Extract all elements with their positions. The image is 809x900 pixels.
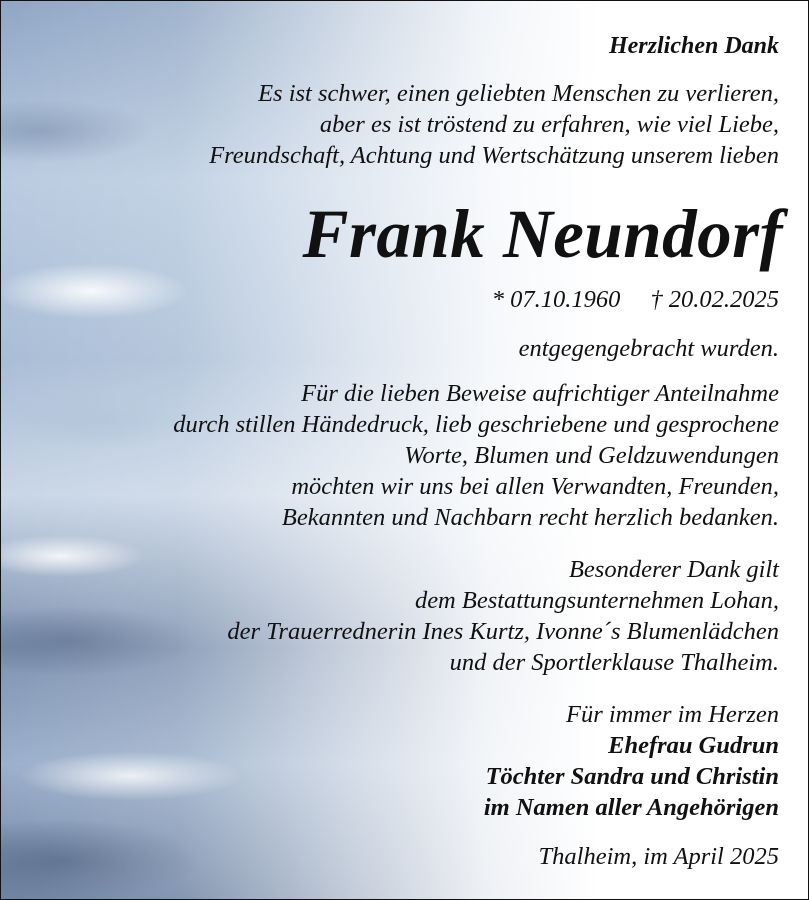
- special-thanks-line: der Trauerrednerin Ines Kurtz, Ivonne´s Blumenlädchen: [227, 618, 779, 645]
- special-thanks-line: dem Bestattungsunternehmen Lohan,: [414, 587, 779, 614]
- place-date: Thalheim, im April 2025: [538, 843, 779, 870]
- signatory-line: Töchter Sandra und Christin: [485, 763, 779, 790]
- thanks-line: Für die lieben Beweise aufrichtiger Anteilnahme: [301, 380, 779, 407]
- intro-paragraph: [209, 78, 779, 171]
- thanks-line: durch stillen Händedruck, lieb geschriebene und gesprochene: [173, 411, 779, 438]
- special-thanks-paragraph: [227, 554, 779, 678]
- after-name-line-block: [519, 333, 779, 364]
- signature-block: [484, 699, 779, 823]
- thanks-line: möchten wir uns bei allen Verwandten, Freunden,: [291, 473, 779, 500]
- intro-line: Es ist schwer, einen geliebten Menschen zu verlieren,: [258, 80, 779, 107]
- signatory-line: Ehefrau Gudrun: [608, 732, 779, 759]
- thanks-paragraph: [173, 378, 779, 533]
- special-thanks-line: Besonderer Dank gilt: [568, 556, 779, 583]
- deceased-name: Frank Neundorf: [302, 196, 783, 272]
- birth-date: * 07.10.1960: [491, 286, 621, 313]
- intro-line: aber es ist tröstend zu erfahren, wie viel Liebe,: [319, 111, 779, 138]
- signatory-line: im Namen aller Angehörigen: [483, 794, 779, 821]
- closing-line: Für immer im Herzen: [566, 701, 779, 728]
- thanks-line: Bekannten und Nachbarn recht herzlich bedanken.: [281, 504, 779, 531]
- life-dates: [492, 284, 779, 315]
- death-date: † 20.02.2025: [650, 286, 779, 313]
- place-date-block: [539, 841, 779, 872]
- after-name-line: entgegengebracht wurden.: [518, 335, 779, 362]
- special-thanks-line: und der Sportlerklause Thalheim.: [449, 649, 779, 676]
- notice-heading: Herzlichen Dank: [608, 33, 779, 59]
- intro-line: Freundschaft, Achtung und Wertschätzung unserem lieben: [209, 142, 779, 169]
- thanks-line: Worte, Blumen und Geldzuwendungen: [404, 442, 779, 469]
